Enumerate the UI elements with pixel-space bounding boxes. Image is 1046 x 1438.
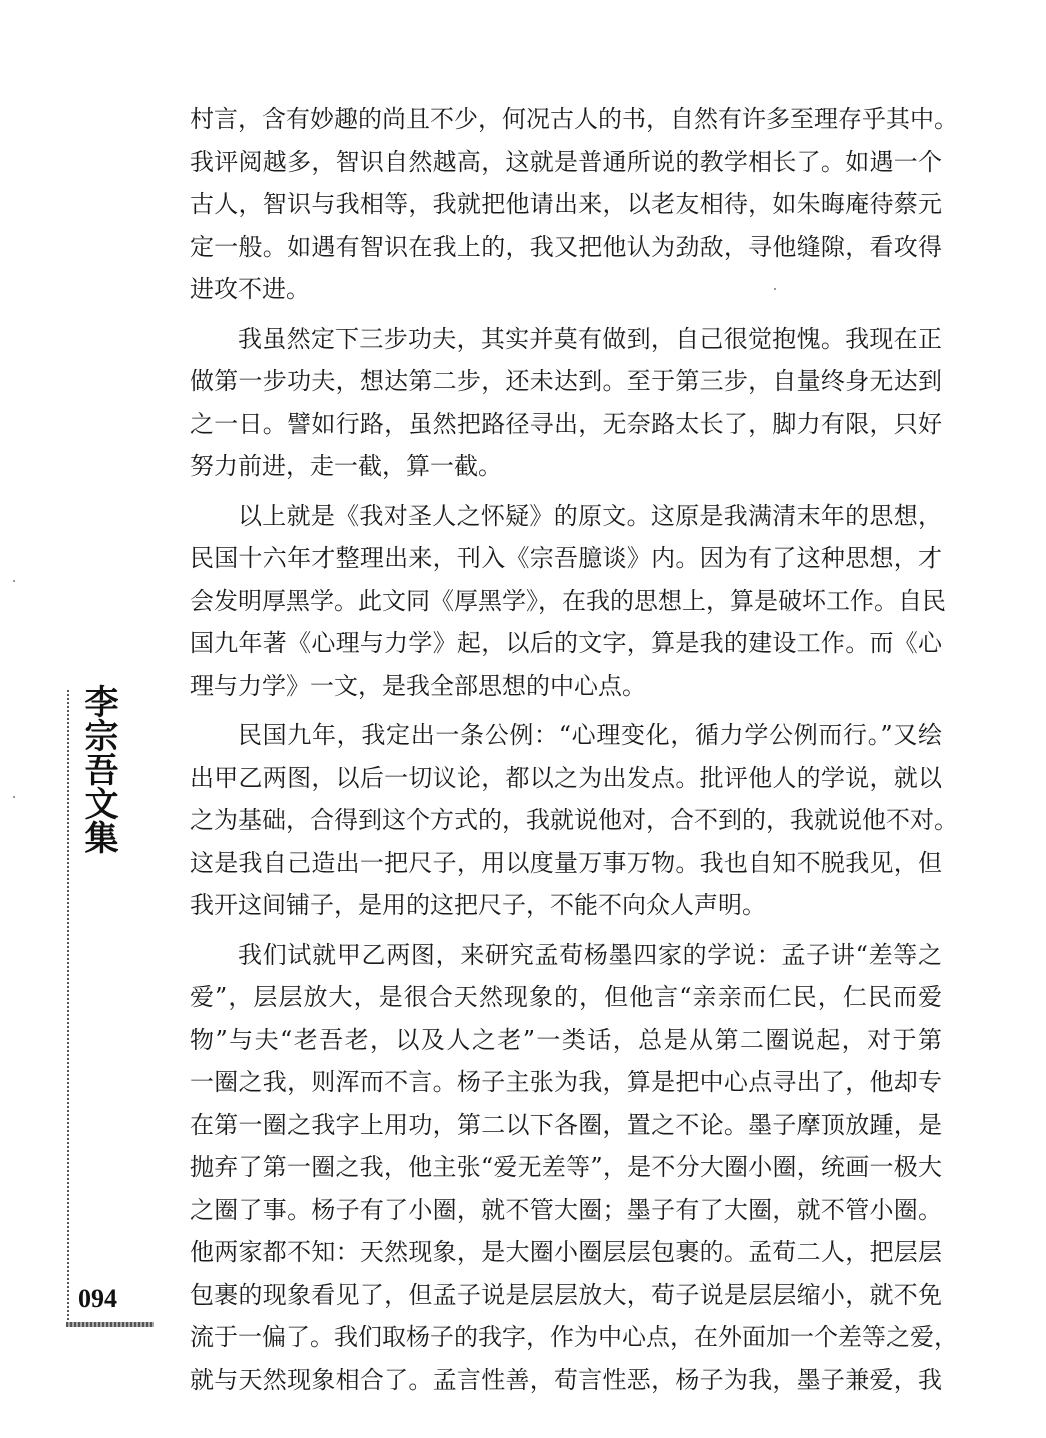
scan-speck <box>13 796 15 798</box>
text-line: 包裹的现象看见了，但孟子说是层层放大，荀子说是层层缩小，就不免 <box>190 1280 942 1309</box>
text-line: 会发明厚黑学。此文同《厚黑学》，在我的思想上，算是破坏工作。自民 <box>190 586 946 615</box>
text-line: 村言，含有妙趣的尚且不少，何况古人的书，自然有许多至理存乎其中。 <box>190 105 958 133</box>
text-line: 在第一圈之我字上用功，第二以下各圈，置之不论。墨子摩顶放踵，是 <box>190 1110 942 1139</box>
text-line: 民国九年，我定出一条公例：“心理变化，循力学公例而行。”又绘 <box>238 721 942 749</box>
text-line: 国九年著《心理与力学》起，以后的文字，算是我的建设工作。而《心 <box>190 629 942 657</box>
text-line: 进攻不进。 <box>190 275 310 303</box>
margin-dotted-rule <box>67 690 69 1320</box>
text-line: 之为基础，合得到这个方式的，我就说他对，合不到的，我就说他不对。 <box>190 806 958 834</box>
text-line: 之一日。譬如行路，虽然把路径寻出，无奈路太长了，脚力有限，只好 <box>190 409 942 438</box>
page-number: 094 <box>78 1284 117 1313</box>
running-title: 李宗吾文集 <box>78 684 118 854</box>
text-line: 我虽然定下三步功夫，其实并莫有做到，自己很觉抱愧。我现在正 <box>238 324 942 353</box>
text-line: 我们试就甲乙两图，来研究孟荀杨墨四家的学说：孟子讲“差等之 <box>238 940 942 969</box>
text-line: 出甲乙两图，以后一切议论，都以之为出发点。批评他人的学说，就以 <box>190 763 942 792</box>
paragraph-gap <box>190 927 942 934</box>
text-line: 就与天然现象相合了。孟言性善，荀言性恶，杨子为我，墨子兼爱，我 <box>190 1365 942 1394</box>
text-line: 抛弃了第一圈之我，他主张“爱无差等”，是不分大圈小圈，统画一极大 <box>190 1153 942 1181</box>
text-line: 努力前进，走一截，算一截。 <box>190 452 502 480</box>
text-line: 流于一偏了。我们取杨子的我字，作为中心点，在外面加一个差等之爱， <box>190 1323 958 1351</box>
paragraph-gap <box>190 707 942 714</box>
body-text <box>190 98 958 1401</box>
text-line: 理与力学》一文，是我全部思想的中心点。 <box>190 671 646 700</box>
scan-speck <box>774 288 776 290</box>
text-line: 我评阅越多，智识自然越高，这就是普通所说的教学相长了。如遇一个 <box>190 147 942 176</box>
text-line: 我开这间铺子，是用的这把尺子，不能不向众人声明。 <box>190 891 766 919</box>
text-line: 他两家都不知：天然现象，是大圈小圈层层包裹的。孟荀二人，把层层 <box>190 1238 942 1266</box>
text-line: 以上就是《我对圣人之怀疑》的原文。这原是我满清末年的思想， <box>238 501 942 530</box>
text-line: 民国十六年才整理出来，刊入《宗吾臆谈》内。因为有了这种思想，才 <box>190 544 942 572</box>
page-number-underline <box>66 1322 154 1327</box>
scan-speck <box>13 580 15 582</box>
text-line: 一圈之我，则浑而不言。杨子主张为我，算是把中心点寻出了，他却专 <box>190 1068 942 1096</box>
text-line: 这是我自己造出一把尺子，用以度量万事万物。我也自知不脱我见，但 <box>190 848 942 877</box>
text-line: 做第一步功夫，想达第二步，还未达到。至于第三步，自量终身无达到 <box>190 367 942 395</box>
paragraph-gap <box>190 311 942 318</box>
paragraph-gap <box>190 488 942 495</box>
text-line: 定一般。如遇有智识在我上的，我又把他认为劲敌，寻他缝隙，看攻得 <box>190 232 942 261</box>
text-line: 物”与夫“老吾老，以及人之老”一类话，总是从第二圈说起，对于第 <box>190 1025 942 1054</box>
text-line: 之圈了事。杨子有了小圈，就不管大圈；墨子有了大圈，就不管小圈。 <box>190 1195 942 1224</box>
text-line: 爱”，层层放大，是很合天然现象的，但他言“亲亲而仁民，仁民而爱 <box>190 983 942 1011</box>
text-line: 古人，智识与我相等，我就把他请出来，以老友相待，如朱晦庵待蔡元 <box>190 190 942 218</box>
